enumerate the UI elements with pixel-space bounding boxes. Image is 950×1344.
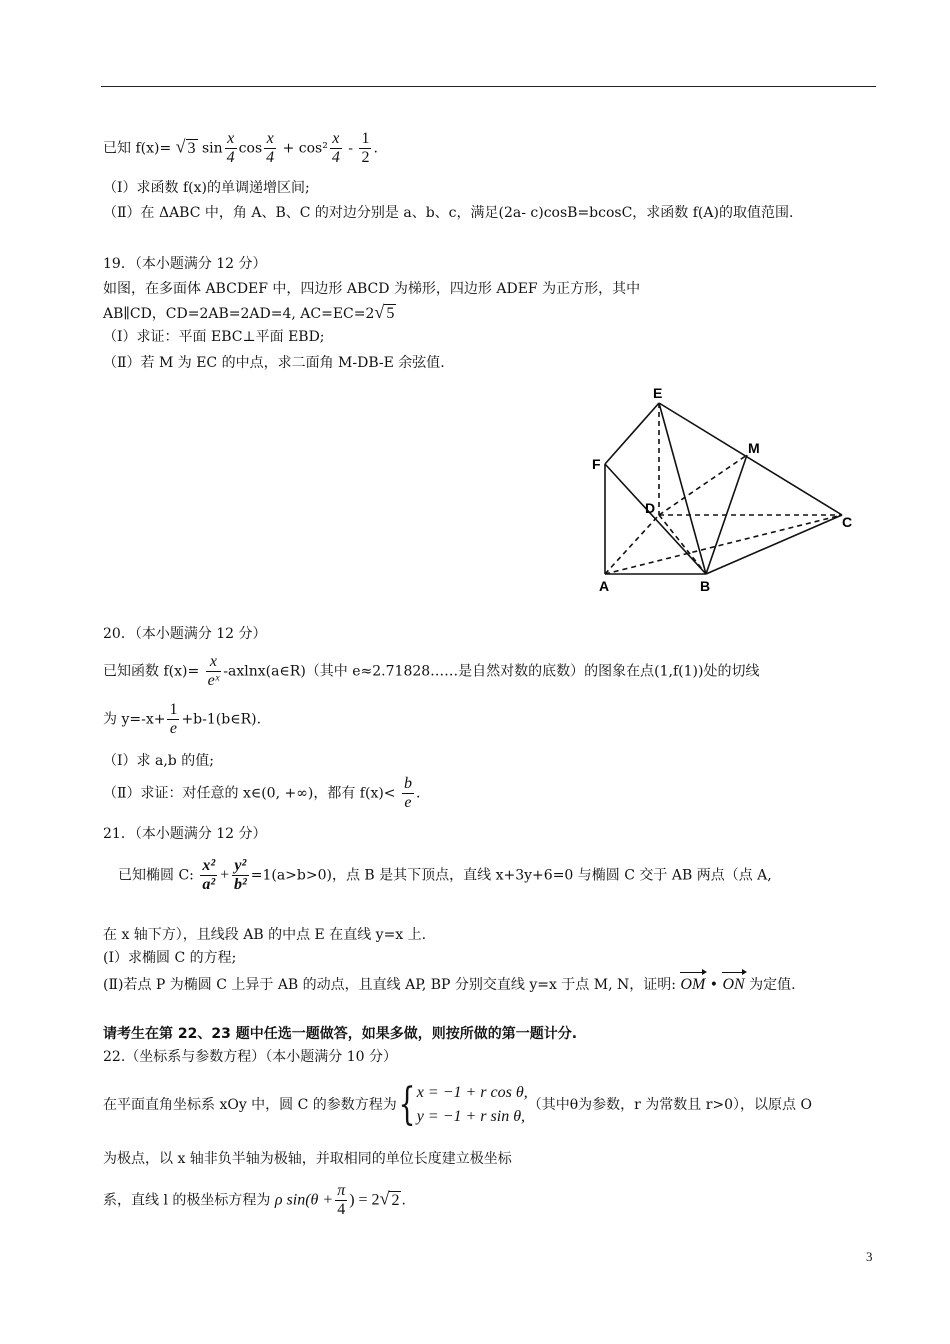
q22-line1: 在平面直角坐标系 xOy 中，圆 C 的参数方程为{ x = −1 + r cos θ, y = −1 + r sin θ, （其中θ为参数，r 为常数且 r>0），以原点 O: [103, 1079, 812, 1130]
q21-part1: (I）求椭圆 C 的方程;: [103, 950, 237, 966]
q20-part2: （Ⅱ）求证：对任意的 x∈(0, +∞)，都有 f(x)< $\frac{b}{e}$ .: [103, 775, 421, 811]
label-D: D: [645, 500, 656, 516]
q20-header: 20．（本小题满分 12 分）: [103, 626, 267, 642]
page-number: 3: [866, 1249, 873, 1264]
q22-line2: 为极点，以 x 轴非负半轴为极轴，并取相同的单位长度建立极坐标: [103, 1151, 512, 1167]
label-B: B: [700, 578, 711, 594]
q20-line1: 已知函数 f(x)= $\frac{x}{\text{eˣ}}$ -axlnx(a∈R)（其中 e≈2.71828……是自然对数的底数）的图象在点(1,f(1))处的切线: [103, 653, 760, 689]
q19-part1: （Ⅰ）求证：平面 EBC⊥平面 EBD;: [103, 329, 325, 345]
q18-part2: （Ⅱ）在 ΔABC 中，角 A、B、C 的对边分别是 a、b、c，满足(2a- c)cosB=bcosC，求函数 f(A)的取值范围.: [103, 205, 794, 221]
polyhedron-figure: [580, 378, 870, 600]
label-C: C: [842, 514, 853, 530]
elective-instruction: 请考生在第 22、23 题中任选一题做答，如果多做，则按所做的第一题计分.: [103, 1026, 578, 1042]
q18-line1: 已知 f(x)= √ 3 sin $\frac{x}{4}$ cos $\frac{x}{4}$ + cos² $\frac{x}{4}$ - $\frac{1}{2}$ .: [103, 130, 378, 166]
header-rule: [101, 86, 876, 87]
q21-part2: (Ⅱ)若点 P 为椭圆 C 上异于 AB 的动点，且直线 AP, BP 分别交直线 y=x 于点 M, N，证明: OM • ON 为定值.: [103, 976, 796, 993]
label-A: A: [599, 578, 610, 594]
label-M: M: [748, 440, 760, 456]
q20-part1: （Ⅰ）求 a,b 的值;: [103, 753, 214, 769]
q19-line1: 如图，在多面体 ABCDEF 中，四边形 ABCD 为梯形，四边形 ADEF 为正方形，其中: [103, 281, 641, 297]
q22-line3: 系，直线 l 的极坐标方程为 ρ sin(θ + $\frac{\pi}{4}$ ) = 2√ 2 .: [103, 1182, 406, 1218]
q19-header: 19．（本小题满分 12 分）: [103, 256, 267, 272]
q20-line2: 为 y=-x+ $\frac{1}{e}$ +b-1(b∈R).: [103, 701, 262, 737]
q22-header: 22.（坐标系与参数方程）（本小题满分 10 分）: [103, 1049, 397, 1065]
q21-line2: 在 x 轴下方），且线段 AB 的中点 E 在直线 y=x 上.: [103, 927, 427, 943]
label-F: F: [592, 456, 601, 472]
q21-header: 21．（本小题满分 12 分）: [103, 826, 267, 842]
q19-part2: （Ⅱ）若 M 为 EC 的中点，求二面角 M-DB-E 余弦值.: [103, 355, 445, 371]
label-E: E: [653, 385, 663, 401]
q21-line1: 已知椭圆 C: $\frac{\text{x²}}{\text{a²}}$ + $\frac{\text{y²}}{\text{b²}}$ =1(a>b>0)，点 B 是其下顶点，直线 x+3y+6=0 与椭圆 C 交于 AB 两点（点 A,: [118, 857, 772, 893]
q19-line2: AB∥CD，CD=2AB=2AD=4, AC=EC=2√ 5: [103, 302, 395, 322]
q18-part1: （Ⅰ）求函数 f(x)的单调递增区间;: [103, 180, 310, 196]
